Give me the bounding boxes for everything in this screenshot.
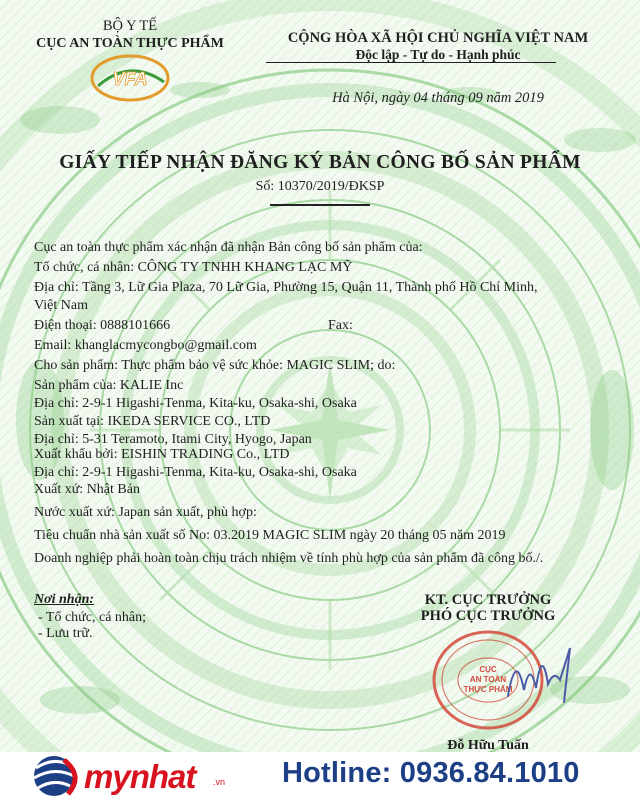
ministry-name: BỘ Y TẾ: [102, 18, 158, 34]
origin-country: Nước xuất xứ: Japan sản xuất, phù hợp:: [34, 505, 257, 520]
country-name: CỘNG HÒA XÃ HỘI CHỦ NGHĨA VIỆT NAM: [287, 30, 589, 46]
manufacturer-address: Địa chỉ: 5-31 Teramoto, Itami City, Hyogo, Japan: [34, 432, 312, 447]
brand-domain-suffix: .vn: [213, 777, 226, 787]
product-owner: Sản phẩm của: KALIE Inc: [34, 378, 184, 393]
document-title: GIẤY TIẾP NHẬN ĐĂNG KÝ BẢN CÔNG BỐ SẢN PHẨM: [59, 152, 581, 173]
signature-position: PHÓ CỤC TRƯỞNG: [420, 608, 556, 624]
stamp-text: CỤC: [479, 665, 497, 674]
organization: Tổ chức, cá nhân: CÔNG TY TNHH KHANG LẠC MỸ: [34, 260, 353, 275]
hotline-number[interactable]: Hotline: 0936.84.1010: [282, 757, 580, 789]
signer-name: Đỗ Hữu Tuấn: [447, 738, 529, 752]
product-owner-address: Địa chỉ: 2-9-1 Higashi-Tenma, Kita-ku, Osaka-shi, Osaka: [34, 396, 357, 411]
footer-banner: [0, 752, 640, 800]
national-motto: Độc lập - Tự do - Hạnh phúc: [355, 47, 521, 62]
mynhat-logo-icon[interactable]: [28, 754, 86, 798]
fax-label: Fax:: [328, 318, 353, 333]
organization-address: Địa chỉ: Tầng 3, Lữ Gia Plaza, 70 Lữ Gia, Phường 15, Quận 11, Thành phố Hồ Chí Minh,: [34, 280, 538, 295]
manufacturer: Sản xuất tại: IKEDA SERVICE CO., LTD: [34, 414, 271, 429]
document-number: Số: 10370/2019/ĐKSP: [255, 179, 385, 194]
signature-title: KT. CỤC TRƯỞNG: [424, 592, 552, 608]
handwritten-signature: [500, 640, 580, 710]
recipient-item: - Tổ chức, cá nhân;: [38, 610, 147, 625]
exporter: Xuất khẩu bởi: EISHIN TRADING Co., LTD: [34, 447, 290, 462]
exporter-address: Địa chỉ: 2-9-1 Higashi-Tenma, Kita-ku, Osaka-shi, Osaka: [34, 465, 357, 480]
origin: Xuất xứ: Nhật Bản: [34, 482, 140, 497]
stamp-text: AN TOÀN: [469, 675, 507, 684]
manufacturer-standard: Tiêu chuẩn nhà sản xuất số No: 03.2019 MAGIC SLIM ngày 20 tháng 05 năm 2019: [34, 528, 506, 543]
organization-address-cont: Việt Nam: [34, 298, 88, 313]
vfa-logo: [88, 52, 172, 104]
brand-name[interactable]: mynhat: [84, 758, 196, 795]
intro-text: Cục an toàn thực phẩm xác nhận đã nhận Bản công bố sản phẩm của:: [34, 240, 423, 255]
title-divider: [270, 204, 370, 206]
motto-underline: [266, 62, 556, 64]
recipients-label: Nơi nhận:: [34, 592, 95, 607]
responsibility-statement: Doanh nghiệp phải hoàn toàn chịu trách nhiệm về tính phù hợp của sản phẩm đã công bố./.: [34, 551, 544, 566]
department-name: CỤC AN TOÀN THỰC PHẨM: [36, 36, 224, 51]
phone-number: Điện thoại: 0888101666: [34, 318, 171, 333]
issue-date: Hà Nội, ngày 04 tháng 09 năm 2019: [332, 90, 544, 106]
stamp-text: THỰC PHẨM: [463, 685, 513, 694]
product-name: Cho sản phẩm: Thực phẩm bảo vệ sức khỏe: MAGIC SLIM; do:: [34, 358, 396, 373]
recipient-item: - Lưu trữ.: [38, 626, 93, 641]
email-address: Email: khanglacmycongbo@gmail.com: [34, 338, 257, 353]
vfa-logo-text: VFA: [112, 69, 148, 89]
